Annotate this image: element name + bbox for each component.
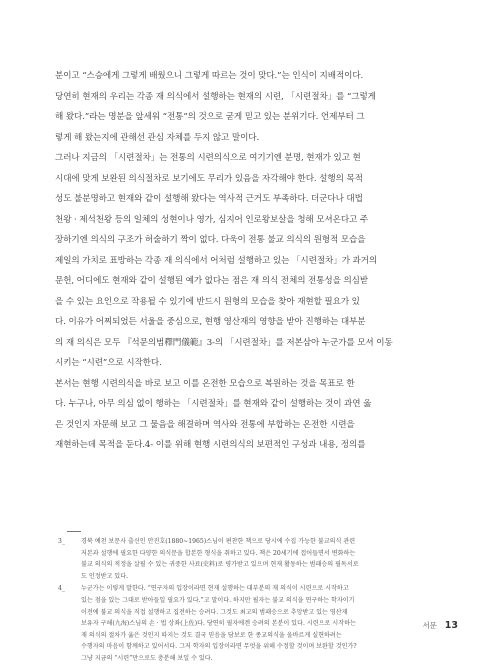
text-line: 시대에 맞게 보완된 의식절차로 보기에도 무리가 있음을 자각해야 한다. 설행의 목적 [55, 173, 363, 184]
footnote-line: 그냥 지금의 “시련”만으로도 충분해 보일 수 있다. [81, 654, 213, 662]
text-line: 다. 이유가 어찌되었든 서울을 중심으로, 현행 영산재의 영향을 받아 진행하는 대부분 [55, 317, 366, 327]
text-line: 다. 누구나, 아무 의심 없이 행하는 「시련절차」를 현재와 같이 설행하는 것이 과연 옳 [55, 399, 372, 409]
text-line: 천왕 · 제석천왕 등의 일체의 성현이나 영가, 심지어 인로왕보살을 청해 모셔온다고 주 [55, 214, 369, 225]
footnote-line: 저본과 설행에 필요한 다양한 의식문을 합본한 형식을 취하고 있다. 책은 20세기에 접어들면서 변화하는 [81, 549, 356, 557]
footnote-line: 재 의식의 절차가 옳은 것인지 따지는 것도 결국 믿음을 담보로 한 종교의식을 올바르게 실현하려는 [81, 631, 342, 639]
footnote-text [81, 536, 453, 582]
text-line: 의 재 의식은 모두 『석문의범釋門儀範』3-의 「시련절차」를 저본삼아 누군가를 모셔 이동 [55, 337, 393, 348]
text-line: 해 왔다.”라는 명분을 앞세워 “전통”의 것으로 굳게 믿고 있는 분위기다. 언제부터 그 [55, 112, 365, 122]
footnote-number: 3_ [58, 538, 65, 545]
footnote-number: 4_ [58, 585, 65, 593]
footnote-line: 불교 의식의 적정을 살필 수 있는 귀중한 사료(史料)로 평가받고 있으며 현재 활동하는 범패승의 필독서로 [81, 561, 359, 569]
text-line: 렇게 해 왔는지에 관해선 관심 자체를 두지 않고 말이다. [55, 132, 260, 143]
text-line: 그러나 지금의 「시련절차」는 전통의 시련의식으로 여기기엔 분명, 현재가 있고 현 [55, 153, 361, 163]
text-line: 시키는 “시련”으로 시작한다. [55, 358, 162, 368]
footnote-line: 있는 점을 있는 그대로 받아들일 필요가 있다.”고 말이다. 하지만 필자는 불교 의식을 연구하는 학자이기 [81, 596, 355, 604]
text-line: 재현하는데 목적을 둔다.4- 이를 위해 현행 시련의식의 보편적인 구성과 내용, 정의를 [55, 440, 366, 450]
text-line: 성도 불분명하고 현재와 같이 설행해 왔다는 역사적 근거도 부족하다. 더군다나 대법 [55, 194, 363, 204]
footnote-line: 누군가는 이렇게 말한다. “연구자의 입장이라면 현재 설행하는 대부분의 재 의식이 시련으로 시작하고 [81, 585, 349, 593]
body-paragraph [55, 66, 453, 148]
footnote [55, 583, 453, 664]
footnote-line: 보유자 구해(九海)스님의 손 · 법 상좌(上佐)다. 당연히 필자에겐 승려의 본분이 있다. 시련으로 시작하는 [81, 620, 356, 628]
section-label: 서문 [422, 621, 437, 630]
footnote-text [81, 583, 453, 664]
page-number: 13 [444, 620, 458, 631]
footnote-line: 경북 예천 보문사 출신인 안진호(1880~1965)스님이 편찬한 책으로 당시에 수집 가능한 불교의식 관련 [81, 538, 356, 545]
footnote-line: 이전에 불교 의식을 직접 설행하고 집전하는 승려다. 그것도 최고의 범패승으로 추앙받고 있는 영산재 [81, 608, 348, 616]
text-line: 분이고 “스승에게 그렇게 배웠으니 그렇게 따르는 것이 맞다.”는 인식이 지배적이다. [55, 71, 364, 81]
text-line: 제일의 가치로 표방하는 각종 재 의식에서 어처럼 설행하고 있는 「시련절차」가 과거의 [55, 255, 378, 266]
footnote [55, 536, 453, 582]
footnote-area [55, 531, 453, 666]
footnote-rule [67, 531, 81, 532]
text-line: 은 것인지 자문해 보고 그 물음을 해결하며 역사와 전통에 부합하는 온전한 시련을 [55, 419, 355, 430]
text-line: 당연히 현재의 우리는 각종 재 의식에서 설행하는 현재의 시련, 「시련절차」를 “그렇게 [55, 91, 376, 102]
text-line: 문헌, 어디에도 현재와 같이 설행된 예가 없다는 점은 재 의식 전체의 전통성을 의심받 [55, 276, 369, 286]
body-paragraph [55, 148, 453, 374]
text-line: 본서는 현행 시련의식을 바로 보고 이를 온전한 모습으로 복원하는 것을 목표로 한 [55, 378, 355, 389]
footnote-line: 도 인정받고 있다. [81, 572, 129, 580]
text-line: 을 수 있는 요인으로 작용될 수 있기에 반드시 원형의 모습을 찾아 재현할 필요가 있 [55, 296, 360, 307]
text-line: 장하기엔 의식의 구조가 허술하기 짝이 없다. 다욱이 전통 불교 의식의 원형적 모습을 [55, 235, 366, 245]
body-paragraph [55, 374, 453, 456]
footnote-list [55, 536, 453, 665]
body-text [55, 66, 453, 456]
page-footer [422, 620, 458, 631]
footnote-line: 수행자의 마음이 함께하고 있어서다. 그저 학자의 입장이라면 무엇을 위해 수정할 것이며 보완할 것인가? [81, 643, 357, 651]
